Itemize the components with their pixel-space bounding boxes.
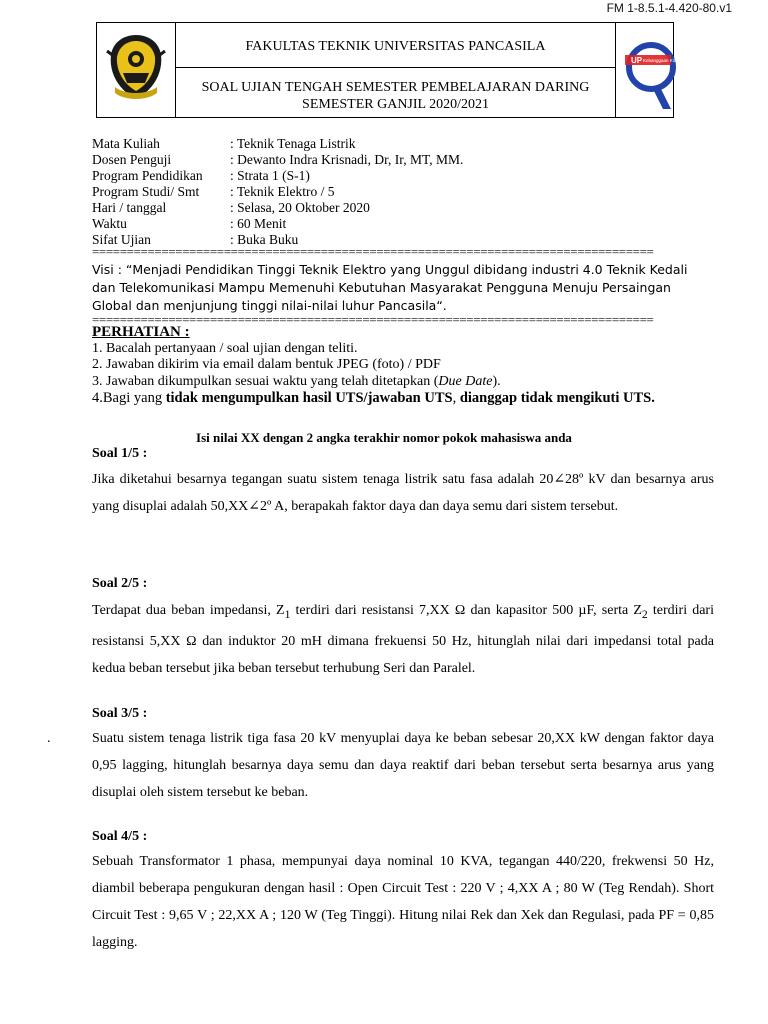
- exam-info: [92, 136, 463, 248]
- info-value: : Teknik Elektro / 5: [230, 184, 335, 199]
- separator-bottom: =================================================================================: [92, 312, 654, 327]
- info-label: Program Studi/ Smt: [92, 184, 200, 199]
- attention-section: [92, 324, 712, 407]
- question-title: Soal 2/5 :: [92, 576, 148, 591]
- info-label: Dosen Penguji: [92, 152, 172, 167]
- attention-text: 3. Jawaban dikumpulkan sesuai waktu yang telah ditetapkan (: [92, 373, 439, 389]
- faculty-title: FAKULTAS TEKNIK UNIVERSITAS PANCASILA: [245, 39, 546, 54]
- info-value: : Dewanto Indra Krisnadi, Dr, Ir, MT, MM.: [230, 152, 464, 167]
- info-value: : 60 Menit: [230, 216, 287, 231]
- info-label: Hari / tanggal: [92, 200, 167, 215]
- question-body: Sebuah Transformator 1 phasa, mempunyai daya nominal 10 KVA, tegangan 440/220, frekwensi 50 Hz, diambil beberapa pengukuran dengan hasil : Open Circuit Test : 220 V ; 4,XX A ; 80 W (Teg Rendah). Short Circuit Test : 9,65 V ; 22,XX A ; 120 W (Teg Tinggi). Hitung nilai Rek dan Xek dan Regulasi, pada PF = 0,85 lagging.: [92, 854, 714, 950]
- info-label: Sifat Ujian: [92, 232, 151, 247]
- attention-title: PERHATIAN :: [92, 324, 190, 340]
- up-logo-letters: UP: [631, 56, 643, 65]
- attention-item: 1. Bacalah pertanyaan / soal ujian dengan teliti.: [92, 340, 358, 356]
- form-code: FM 1-8.5.1-4.420-80.v1: [606, 1, 732, 15]
- exam-title-line2: SEMESTER GANJIL 2020/2021: [302, 97, 489, 112]
- up-logo-icon: [623, 29, 678, 113]
- question-body: Suatu sistem tenaga listrik tiga fasa 20 kV menyuplai daya ke beban sebesar 20,XX kW dengan faktor daya 0,95 lagging, hitunglah besarnya daya semu dan daya reaktif dari beban tersebut serta besarnya arus yang disuplai oleh sistem tersebut ke beban.: [92, 731, 714, 800]
- info-row: [92, 136, 463, 152]
- question-title: Soal 4/5 :: [92, 829, 148, 844]
- attention-item: [92, 374, 712, 391]
- info-row: [92, 152, 463, 168]
- info-value: : Strata 1 (S-1): [230, 168, 310, 183]
- info-label: Waktu: [92, 216, 127, 231]
- stray-mark: .: [47, 731, 51, 746]
- attention-item: 2. Jawaban dikirim via email dalam bentuk JPEG (foto) / PDF: [92, 357, 441, 372]
- info-label: Program Pendidikan: [92, 168, 203, 183]
- exam-title-line1: SOAL UJIAN TENGAH SEMESTER PEMBELAJARAN DARING: [201, 80, 590, 95]
- info-row: [92, 184, 463, 200]
- info-value: : Buka Buku: [230, 232, 299, 247]
- university-emblem-icon: [103, 31, 169, 103]
- question-body: Terdapat dua beban impedansi, $Z_1$ terdiri dari resistansi 7,XX Ω dan kapasitor 500 µF, serta $Z_2$ terdiri dari resistansi 5,XX Ω dan induktor 20 mH dimana frekuensi 50 Hz, hitunglah nilai dari impedansi total pada kedua beban tersebut jika beban tersebut terhubung Seri dan Paralel.: [92, 603, 714, 676]
- info-row: [92, 200, 463, 216]
- question-body: Jika diketahui besarnya tegangan suatu sistem tenaga listrik satu fasa adalah 20∠28º kV dan besarnya arus yang disuplai adalah 50,XX∠2º A, berapakah faktor daya dan daya semu dari sistem tersebut.: [92, 472, 714, 514]
- question-title: Soal 3/5 :: [92, 706, 148, 721]
- attention-item: [92, 390, 712, 407]
- attention-text: ).: [492, 373, 501, 389]
- attention-text: 4.Bagi yang: [92, 390, 166, 406]
- up-logo-motto: Kebanggaan Kita: [643, 58, 678, 63]
- info-label: Mata Kuliah: [92, 136, 160, 151]
- question-title: Soal 1/5 :: [92, 446, 148, 461]
- header-box: [96, 22, 678, 118]
- attention-text: ,: [452, 390, 460, 406]
- info-value: : Selasa, 20 Oktober 2020: [230, 200, 370, 215]
- instruction-note: Isi nilai XX dengan 2 angka terakhir nomor pokok mahasiswa anda: [196, 430, 572, 445]
- info-value: : Teknik Tenaga Listrik: [230, 136, 356, 151]
- separator-top: =================================================================================: [92, 244, 654, 259]
- info-row: [92, 216, 463, 232]
- info-row: [92, 168, 463, 184]
- attention-bold-text: tidak mengumpulkan hasil UTS/jawaban UTS: [165, 390, 453, 406]
- attention-bold-text: dianggap tidak mengikuti UTS.: [459, 390, 655, 406]
- due-date-text: Due Date: [438, 373, 493, 389]
- vision-statement: Visi : “Menjadi Pendidikan Tinggi Teknik Elektro yang Unggul dibidang industri 4.0 Teknik Kedali dan Telekomunikasi Mampu Memenuhi Kebutuhan Masyarakat Pengguna Menuju Persaingan Global dan menjunjung tinggi nilai-nilai luhur Pancasila“.: [92, 262, 688, 313]
